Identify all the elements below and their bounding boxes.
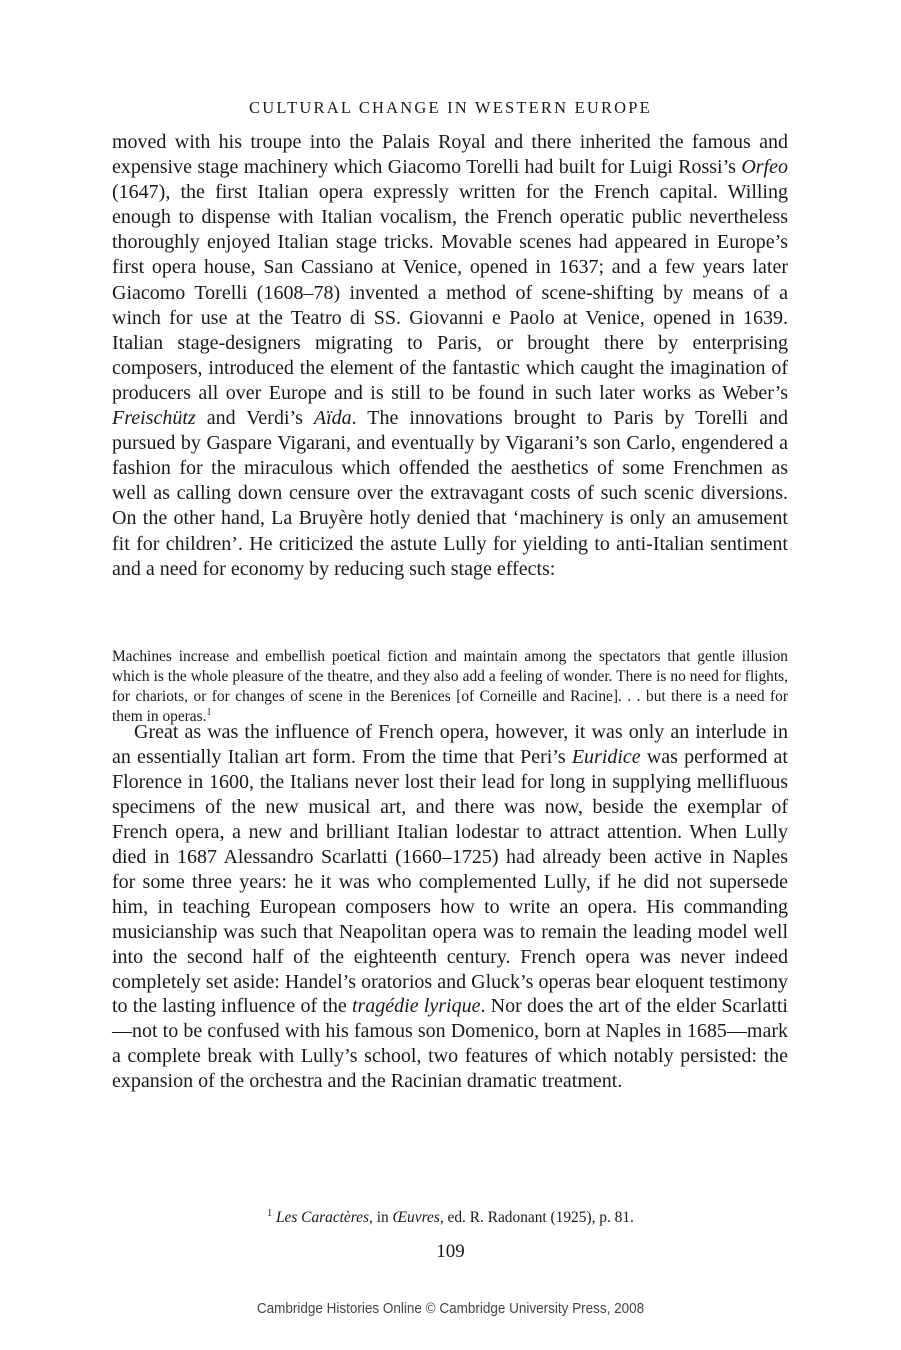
body-paragraph-1 bbox=[112, 130, 788, 582]
text-run: Great as was the influence of French opera, however, it was only an interlude in an essentially Italian art form. From the time that Peri’s bbox=[112, 721, 788, 768]
text-run: (1647), the first Italian opera expressly written for the French capital. Willing enough to dispense with Italian vocalism, the French operatic public nevertheless thoroughly enjoyed Italian stage tricks. Movable scenes had appeared in Europe’s first opera house, San Cassiano at Venice, opened in 1637; and a few years later Giacomo Torelli (1608–78) invented a method of scene-shifting by means of a winch for use at the Teatro di SS. Giovanni e Paolo at Venice, opened in 1639. Italian stage-designers migrating to Paris, or brought there by enterprising composers, introduced the element of the fantastic which caught the imagination of producers all over Europe and is still to be found in such later works as Weber’s bbox=[112, 181, 788, 404]
footnote-number: 1 bbox=[267, 1207, 273, 1219]
title-freischutz: Freischütz bbox=[112, 407, 196, 430]
title-aida: Aïda bbox=[313, 407, 352, 430]
page-number: 109 bbox=[436, 1241, 465, 1262]
text-run: . The innovations brought to Paris by Torelli and pursued by Gaspare Vigarani, and eventually by Vigarani’s son Carlo, engendered a fashion for the miraculous which offended the aesthetics of some Frenchmen as well as calling down censure over the extravagant costs of such scenic diversions. On the other hand, La Bruyère hotly denied that ‘machinery is only an amusement fit for children’. He criticized the astute Lully for yielding to anti-Italian sentiment and a need for economy by reducing such stage effects: bbox=[112, 407, 788, 580]
text-run: moved with his troupe into the Palais Royal and there inherited the famous and expensive stage machinery which Giacomo Torelli had built for Luigi Rossi’s bbox=[112, 131, 788, 179]
text-run: , in bbox=[369, 1209, 393, 1226]
copyright-credit: Cambridge Histories Online © Cambridge University Press, 2008 bbox=[256, 1300, 645, 1317]
body-paragraph-2 bbox=[112, 720, 788, 1094]
text-run: was performed at Florence in 1600, the Italians never lost their lead for long in supplying mellifluous specimens of the new musical art, and there was now, beside the exemplar of French opera, a new and brilliant Italian lodestar to attract attention. When Lully died in 1687 Alessandro Scarlatti (1660–1725) had already been active in Naples for some three years: he it was who complemented Lully, if he did not supersede him, in teaching European composers how to write an opera. His commanding musicianship was such that Neapolitan opera was to remain the leading model well into the second half of the eighteenth century. French opera was never indeed completely set aside: Handel’s oratorios and Gluck’s operas bear eloquent testimony to the lasting influence of the bbox=[112, 745, 788, 1018]
block-quote bbox=[112, 647, 788, 727]
title-orfeo: Orfeo bbox=[741, 156, 788, 179]
footnote-title: Les Caractères bbox=[275, 1209, 370, 1226]
text-run: and Verdi’s bbox=[195, 407, 314, 430]
quote-text: Machines increase and embellish poetical fiction and maintain among the spectators that gentle illusion which is the whole pleasure of the theatre, and they also add a feeling of wonder. There is no need for flights, for chariots, or for changes of scene in the Berenices [of Corneille and Racine]. . . but there is a need for them in operas. bbox=[112, 648, 788, 725]
footnote-ref[interactable]: 1 bbox=[206, 706, 212, 718]
term-tragedie-lyrique: tragédie lyrique bbox=[351, 995, 481, 1018]
footnote-work: Œuvres bbox=[392, 1209, 440, 1226]
text-run: . Nor does the art of the elder Scarlatti—not to be confused with his famous son Domenico, born at Naples in 1685—mark a complete break with Lully’s school, two features of which notably persisted: the expansion of the orchestra and the Racinian dramatic treatment. bbox=[112, 995, 788, 1093]
text-run: , ed. R. Radonant (1925), p. 81. bbox=[439, 1209, 634, 1226]
title-euridice: Euridice bbox=[571, 745, 641, 768]
running-header: CULTURAL CHANGE IN WESTERN EUROPE bbox=[249, 98, 652, 117]
footnote bbox=[0, 1209, 901, 1227]
